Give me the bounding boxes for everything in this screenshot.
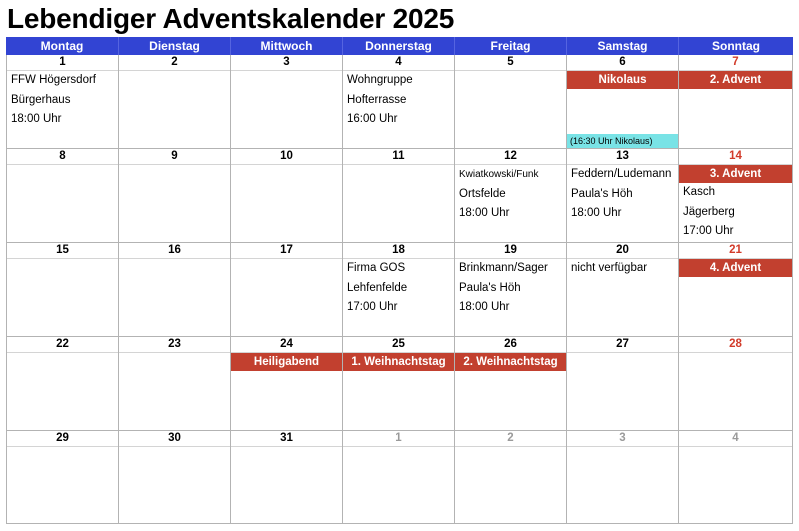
day-cell[interactable] <box>6 431 118 523</box>
day-number: 2 <box>455 431 566 447</box>
day-cell[interactable] <box>566 55 678 148</box>
event-text: 18:00 Uhr <box>571 207 622 219</box>
event-text: nicht verfügbar <box>571 262 648 274</box>
day-cell[interactable] <box>118 337 230 430</box>
event-text: Paula's Höh <box>459 281 521 294</box>
day-number: 4 <box>679 431 792 447</box>
day-number: 11 <box>343 149 454 165</box>
day-number: 2 <box>119 55 230 71</box>
event-text: Kasch <box>683 186 715 198</box>
day-number: 24 <box>231 337 342 353</box>
day-number: 1 <box>7 55 118 71</box>
day-number: 12 <box>455 149 566 165</box>
day-cell[interactable] <box>566 431 678 523</box>
weekday-header: Mittwoch <box>230 37 342 55</box>
day-number: 4 <box>343 55 454 71</box>
day-cell[interactable] <box>118 55 230 148</box>
day-cell[interactable] <box>230 55 342 148</box>
day-cell[interactable] <box>6 337 118 430</box>
day-number: 8 <box>7 149 118 165</box>
day-cell[interactable] <box>118 243 230 336</box>
event-note: (16:30 Uhr Nikolaus) <box>567 134 678 148</box>
event-text: 17:00 Uhr <box>347 301 398 313</box>
day-cell[interactable] <box>342 337 454 430</box>
holiday-banner: Heiligabend <box>231 353 342 371</box>
week-row <box>6 431 793 524</box>
day-number: 26 <box>455 337 566 353</box>
day-cell[interactable] <box>454 149 566 242</box>
holiday-banner: 2. Weihnachtstag <box>455 353 566 371</box>
holiday-banner: Nikolaus <box>567 71 678 89</box>
day-cell[interactable] <box>678 55 793 148</box>
day-cell[interactable] <box>454 337 566 430</box>
day-cell[interactable] <box>566 337 678 430</box>
event-text: Bürgerhaus <box>11 93 71 106</box>
event-text: 18:00 Uhr <box>11 113 62 125</box>
event-text: Ortsfelde <box>459 187 506 200</box>
day-cell[interactable] <box>566 243 678 336</box>
day-number: 28 <box>679 337 792 353</box>
weekday-header: Dienstag <box>118 37 230 55</box>
day-cell[interactable] <box>342 149 454 242</box>
day-number: 3 <box>567 431 678 447</box>
day-cell[interactable] <box>118 149 230 242</box>
weekday-header: Samstag <box>566 37 678 55</box>
holiday-banner: 4. Advent <box>679 259 792 277</box>
week-row <box>6 55 793 149</box>
day-number: 15 <box>7 243 118 259</box>
day-number: 31 <box>231 431 342 447</box>
day-cell[interactable] <box>342 431 454 523</box>
day-cell[interactable] <box>230 337 342 430</box>
holiday-banner: 2. Advent <box>679 71 792 89</box>
event-text: Wohngruppe <box>347 74 413 86</box>
day-number: 20 <box>567 243 678 259</box>
day-number: 14 <box>679 149 792 165</box>
event-text: Hofterrasse <box>347 93 407 106</box>
event-text: 17:00 Uhr <box>683 225 734 237</box>
day-number: 25 <box>343 337 454 353</box>
day-number: 18 <box>343 243 454 259</box>
day-cell[interactable] <box>342 55 454 148</box>
day-cell[interactable] <box>342 243 454 336</box>
week-row <box>6 149 793 243</box>
calendar-grid <box>6 37 793 524</box>
day-number: 5 <box>455 55 566 71</box>
weekday-header: Sonntag <box>678 37 793 55</box>
week-row <box>6 243 793 337</box>
day-number: 29 <box>7 431 118 447</box>
event-text: Jägerberg <box>683 205 735 218</box>
day-number: 6 <box>567 55 678 71</box>
holiday-banner: 3. Advent <box>679 165 792 183</box>
day-cell[interactable] <box>230 243 342 336</box>
day-number: 19 <box>455 243 566 259</box>
day-cell[interactable] <box>678 337 793 430</box>
day-number: 10 <box>231 149 342 165</box>
week-row <box>6 337 793 431</box>
day-number: 7 <box>679 55 792 71</box>
day-number: 22 <box>7 337 118 353</box>
day-cell[interactable] <box>566 149 678 242</box>
day-number: 23 <box>119 337 230 353</box>
day-cell[interactable] <box>454 55 566 148</box>
day-cell[interactable] <box>678 149 793 242</box>
day-cell[interactable] <box>6 149 118 242</box>
day-cell[interactable] <box>230 149 342 242</box>
event-text: 18:00 Uhr <box>459 207 510 219</box>
day-cell[interactable] <box>454 243 566 336</box>
event-text: Feddern/Ludemann <box>571 168 672 180</box>
day-cell[interactable] <box>6 243 118 336</box>
weekday-header-row <box>6 37 793 55</box>
day-number: 30 <box>119 431 230 447</box>
event-text: Paula's Höh <box>571 187 633 200</box>
day-cell[interactable] <box>454 431 566 523</box>
event-text: Brinkmann/Sager <box>459 262 548 274</box>
day-number: 16 <box>119 243 230 259</box>
event-text: Kwiatkowski/Funk <box>459 169 539 180</box>
weekday-header: Donnerstag <box>342 37 454 55</box>
day-number: 17 <box>231 243 342 259</box>
weekday-header: Montag <box>40 39 84 53</box>
day-number: 9 <box>119 149 230 165</box>
day-cell[interactable] <box>230 431 342 523</box>
day-cell[interactable] <box>6 55 118 148</box>
weekday-header: Freitag <box>454 37 566 55</box>
event-text: Lehfenfelde <box>347 281 408 294</box>
day-number: 3 <box>231 55 342 71</box>
event-text: 18:00 Uhr <box>459 301 510 313</box>
day-cell[interactable] <box>678 243 793 336</box>
event-text: FFW Högersdorf <box>11 74 96 86</box>
day-number: 21 <box>679 243 792 259</box>
day-number: 1 <box>343 431 454 447</box>
day-number: 27 <box>567 337 678 353</box>
event-text: Firma GOS <box>347 262 406 274</box>
day-cell[interactable] <box>118 431 230 523</box>
day-number: 13 <box>567 149 678 165</box>
holiday-banner: 1. Weihnachtstag <box>343 353 454 371</box>
event-text: 16:00 Uhr <box>347 113 398 125</box>
page-title: Lebendiger Adventskalender 2025 <box>7 3 455 34</box>
day-cell[interactable] <box>678 431 793 523</box>
